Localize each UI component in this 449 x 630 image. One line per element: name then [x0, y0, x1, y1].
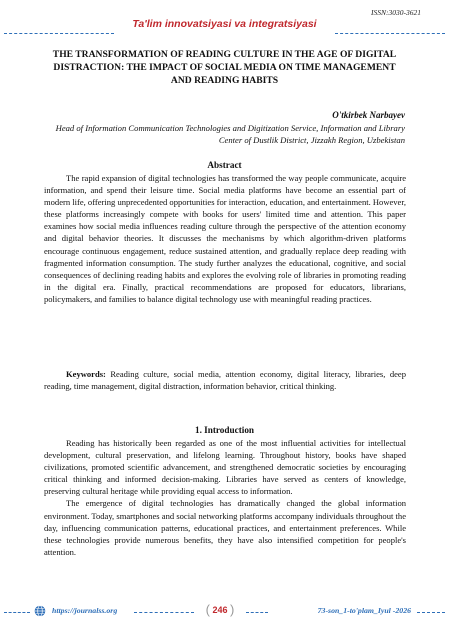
- section-heading-introduction: 1. Introduction: [194, 425, 255, 435]
- keywords-text: Reading culture, social media, attention economy, digital literacy, libraries, deep reading, time management, digital distraction, information behavior, critical thinking.: [44, 369, 406, 392]
- footer-divider: [4, 612, 30, 613]
- article-title: THE TRANSFORMATION OF READING CULTURE IN THE AGE OF DIGITAL DISTRACTION: THE IMPACT OF SOCIAL MEDIA ON TIME MANAGEMENT AND READING HABITS: [52, 49, 397, 86]
- footer-divider: [134, 612, 194, 613]
- header-divider-right: [335, 33, 445, 34]
- intro-paragraph-1: Reading has historically been regarded as one of the most influential activities for intellectual development, cultural preservation, and lifelong learning. Throughout history, books have shaped civilizations, promoted scientific advancement, and strengthened democratic societies by encouraging critical thinking and informed decision-making. Libraries have served as centers of knowledge, preserving cultural heritage while providing equal access to information.: [44, 438, 406, 497]
- journal-url-link[interactable]: https://journalss.org: [52, 606, 118, 615]
- page-footer: [0, 598, 449, 626]
- footer-divider: [417, 612, 445, 613]
- author-affiliation: Head of Information Communication Technologies and Digitization Service, Information and Library Center of Dustlik District, Jizzakh Region, Uzbekistan: [55, 123, 405, 145]
- keywords-block: [44, 368, 406, 392]
- abstract-heading: Abstract: [207, 160, 242, 170]
- author-name: O'tkirbek Narbayev: [332, 110, 405, 120]
- page-number: 246: [212, 605, 228, 615]
- issue-label: 73-son_1-to'plam_Iyul -2026: [317, 606, 411, 615]
- header-divider-left: [4, 33, 114, 34]
- abstract-text: [44, 172, 406, 305]
- intro-paragraph-2: The emergence of digital technologies has dramatically changed the global information environment. Today, smartphones and social networking platforms accompany individuals throughout the day, influencing communication patterns, educational practices, and entertainment preferences. While these technologies provide numerous benefits, they have also intensified competition for people's attention.: [44, 498, 406, 557]
- page-number-box: ( 246 ): [205, 602, 235, 617]
- globe-icon: [34, 605, 46, 617]
- footer-divider: [246, 612, 268, 613]
- keywords-paragraph: [44, 368, 406, 392]
- journal-title: Ta'lim innovatsiyasi va integratsiyasi: [132, 18, 317, 30]
- introduction-text: [44, 437, 406, 558]
- keywords-label: Keywords:: [66, 369, 106, 379]
- issn-label: ISSN:3030-3621: [371, 8, 421, 17]
- abstract-paragraph: The rapid expansion of digital technologies has transformed the way people communicate, acquire information, and spend their leisure time. Social media platforms have become an essential part of modern life, offering unprecedented opportunities for interaction, education, and entertainment. However, these platforms increasingly compete with books for users' limited time and attention. This paper examines how social media influences reading culture through the perspective of the attention economy and digital behavior theories. It discusses the mechanisms by which algorithm-driven platforms encourage continuous engagement, reduce sustained attention, and gradually replace deep reading with fragmented information consumption. The study further analyzes the educational, cognitive, and social consequences of declining reading habits and explores the evolving role of libraries in promoting reading in the digital era. Finally, practical recommendations are proposed for educators, librarians, policymakers, and families to balance digital technology use with meaningful reading practices.: [44, 173, 406, 304]
